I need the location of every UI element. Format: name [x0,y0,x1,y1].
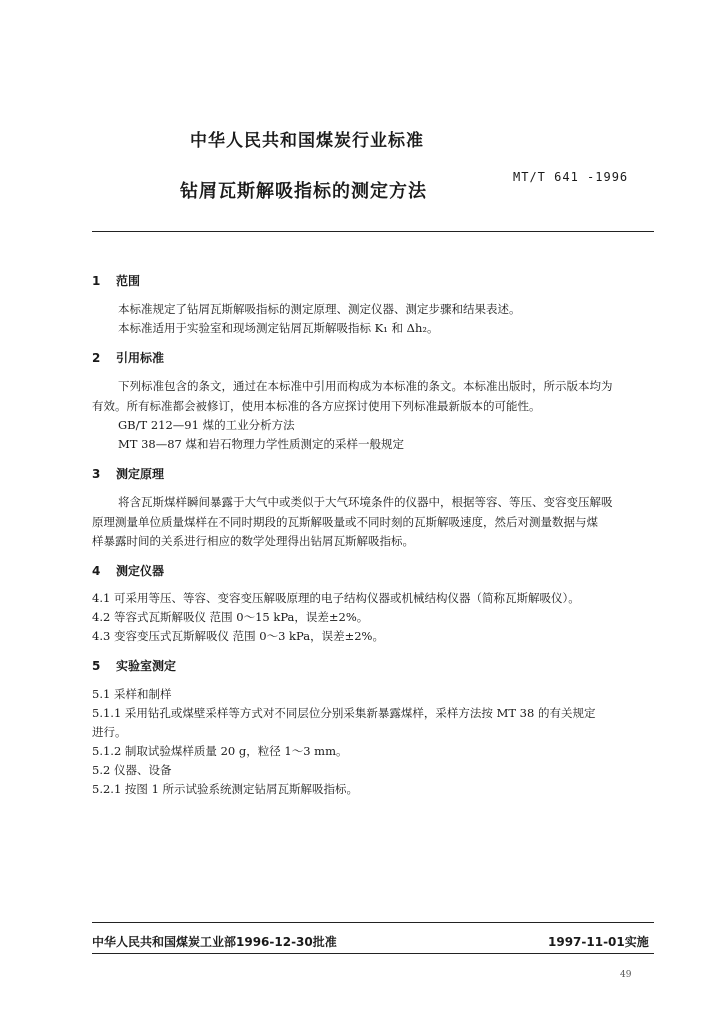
reference-gb-212: GB/T 212—91 煤的工业分析方法 [118,418,295,432]
clause-4-2: 4.2 等容式瓦斯解吸仪 范围 0～15 kPa，误差±2%。 [92,610,369,624]
section-3-heading [92,465,164,482]
section-5-heading [92,657,176,674]
section-2-heading [92,349,164,366]
section-4-number: 4 [92,564,101,578]
section-3-para-line-2: 原理测量单位质量煤样在不同时期段的瓦斯解吸量或不同时刻的瓦斯解吸速度，然后对测量数据与煤 [92,515,598,529]
section-1-heading [92,272,140,289]
org-title: 中华人民共和国煤炭行业标准 [190,131,424,151]
clause-4-1: 4.1 可采用等压、等容、变容变压解吸原理的电子结构仪器或机械结构仪器（简称瓦斯解吸仪）。 [92,591,580,605]
section-1-para-1: 本标准规定了钻屑瓦斯解吸指标的测定原理、测定仪器、测定步骤和结果表述。 [118,302,521,316]
section-2-para-line-2: 有效。所有标准都会被修订，使用本标准的各方应探讨使用下列标准最新版本的可能性。 [92,399,541,413]
section-3-para-line-1: 将含瓦斯煤样瞬间暴露于大气中或类似于大气环境条件的仪器中，根据等容、等压、变容变压解吸 [118,495,613,509]
section-1-para-2: 本标准适用于实验室和现场测定钻屑瓦斯解吸指标 K₁ 和 Δh₂。 [118,321,439,335]
section-2-para-line-1: 下列标准包含的条文，通过在本标准中引用而构成为本标准的条文。本标准出版时，所示版本均为 [118,379,613,393]
clause-5-1-1-cont: 进行。 [92,725,127,739]
clause-5-1-1: 5.1.1 采用钻孔或煤壁采样等方式对不同层位分别采集新暴露煤样，采样方法按 MT 38 的有关规定 [92,706,596,720]
implementation-date: 1997-11-01实施 [548,935,649,949]
footer-rule [92,922,654,923]
clause-5-2: 5.2 仪器、设备 [92,763,172,777]
standard-number: MT/T 641 -1996 [513,170,629,184]
clause-5-1-2: 5.1.2 制取试验煤样质量 20 g，粒径 1～3 mm。 [92,744,348,758]
clause-5-1: 5.1 采样和制样 [92,687,172,701]
section-1-number: 1 [92,274,101,288]
clause-4-3: 4.3 变容变压式瓦斯解吸仪 范围 0～3 kPa，误差±2%。 [92,629,384,643]
section-2-title: 引用标准 [116,351,165,365]
footer-bottom-rule [92,953,654,954]
section-4-title: 测定仪器 [116,564,165,578]
reference-mt-38: MT 38—87 煤和岩石物理力学性质测定的采样一般规定 [118,437,405,451]
approval-line: 中华人民共和国煤炭工业部1996-12-30批准 [92,935,337,949]
header-rule [92,231,654,232]
document-title: 钻屑瓦斯解吸指标的测定方法 [180,181,427,202]
clause-5-2-1: 5.2.1 按图 1 所示试验系统测定钻屑瓦斯解吸指标。 [92,782,359,796]
section-3-title: 测定原理 [116,467,165,481]
section-1-title: 范围 [116,274,141,288]
section-4-heading [92,562,164,579]
section-5-title: 实验室测定 [116,659,177,673]
section-5-number: 5 [92,659,101,673]
section-2-number: 2 [92,351,101,365]
section-3-para-line-3: 样暴露时间的关系进行相应的数学处理得出钻屑瓦斯解吸指标。 [92,534,414,548]
page-number: 49 [620,970,632,980]
section-3-number: 3 [92,467,101,481]
